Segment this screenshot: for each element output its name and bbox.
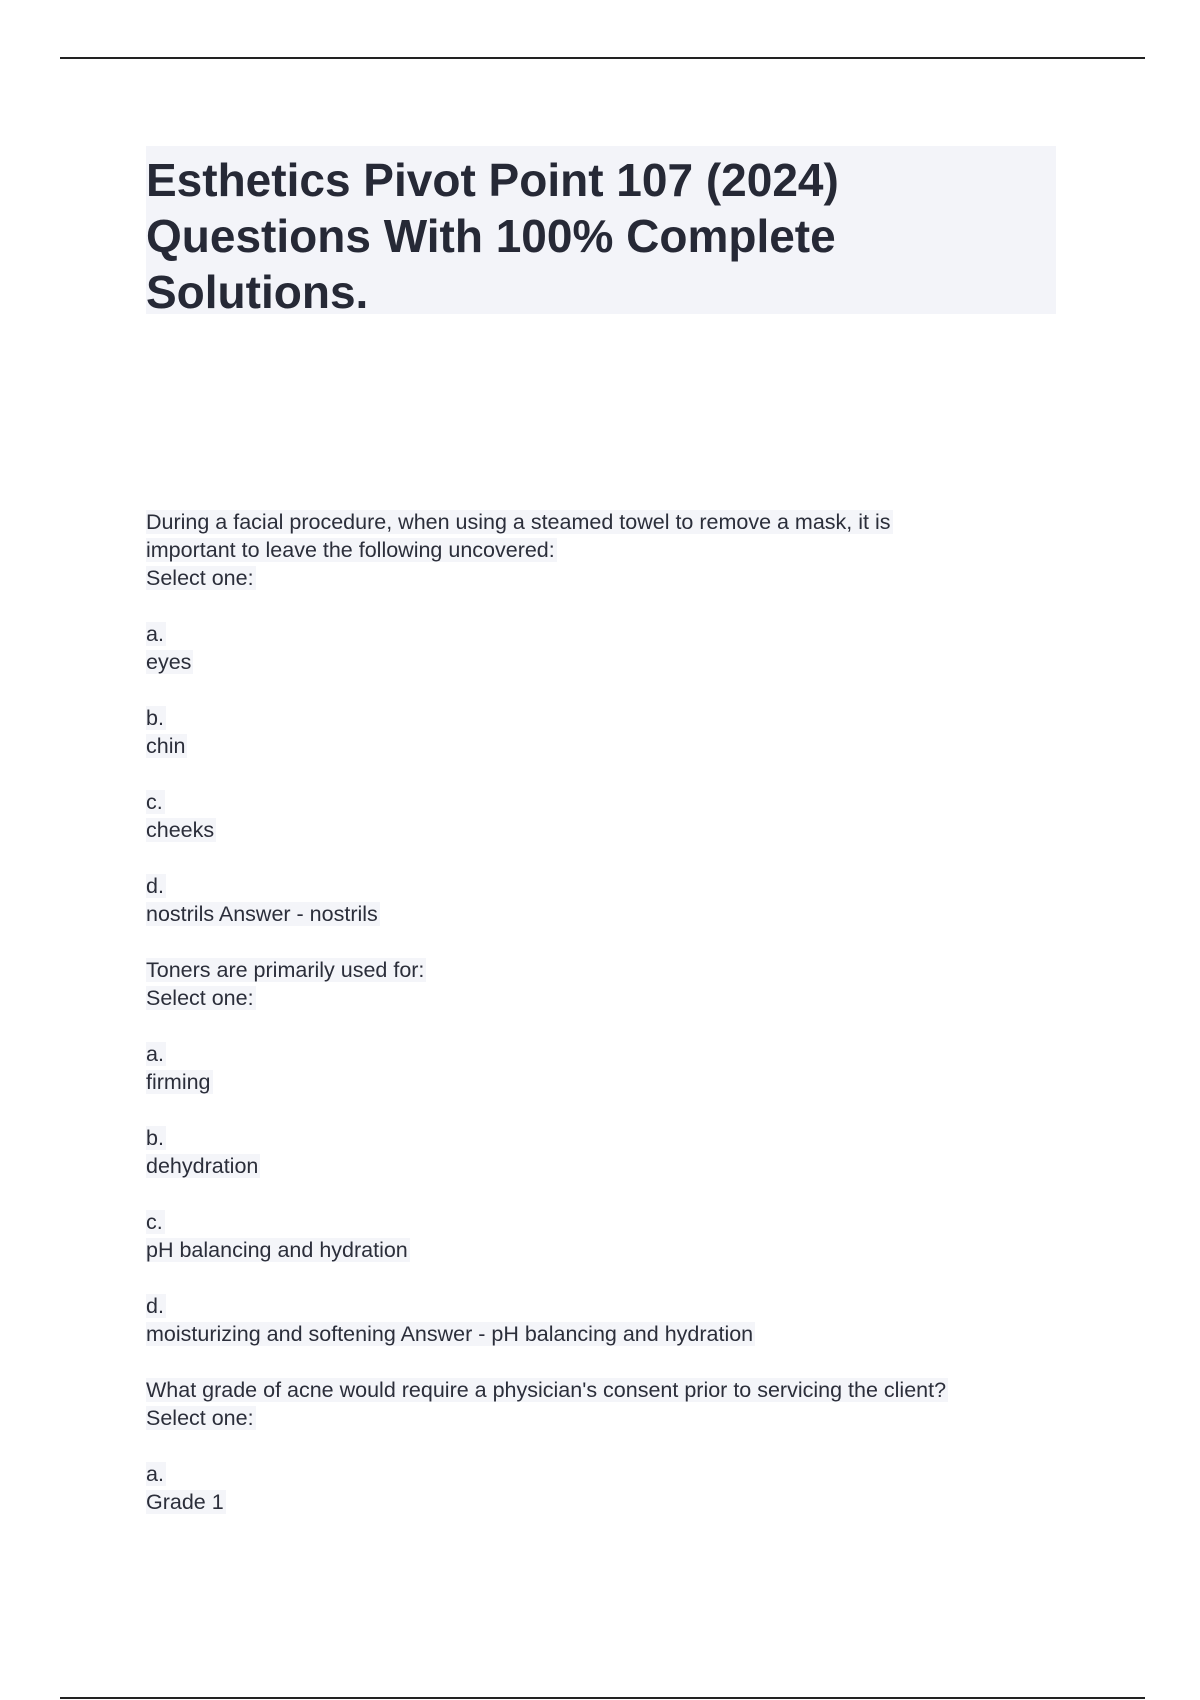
option-letter: d.: [146, 1294, 164, 1318]
option-letter: d.: [146, 874, 164, 898]
option-text: eyes: [146, 650, 192, 674]
bottom-rule: [60, 1697, 1145, 1699]
option-text: dehydration: [146, 1154, 259, 1178]
title-line: Questions With 100% Complete: [146, 210, 836, 262]
option-letter: a.: [146, 1462, 164, 1486]
title-line: Esthetics Pivot Point 107 (2024): [146, 154, 839, 206]
document-body: [146, 508, 1066, 1516]
select-prompt: Select one:: [146, 566, 254, 590]
option-letter: c.: [146, 790, 163, 814]
question-3: [146, 1376, 1066, 1516]
question-text: Toners are primarily used for:: [146, 958, 425, 982]
option-text: chin: [146, 734, 186, 758]
option-text-with-answer: nostrils Answer - nostrils: [146, 902, 378, 926]
option-letter: b.: [146, 706, 164, 730]
top-rule: [60, 57, 1145, 59]
option-letter: b.: [146, 1126, 164, 1150]
option-text: cheeks: [146, 818, 215, 842]
question-1: [146, 508, 1066, 956]
question-2: [146, 956, 1066, 1376]
select-prompt: Select one:: [146, 1406, 254, 1430]
title-block: [146, 146, 1056, 318]
title-line: Solutions.: [146, 266, 369, 318]
select-prompt: Select one:: [146, 986, 254, 1010]
option-text: pH balancing and hydration: [146, 1238, 408, 1262]
option-text: firming: [146, 1070, 211, 1094]
option-letter: c.: [146, 1210, 163, 1234]
question-text: important to leave the following uncovered:: [146, 538, 555, 562]
option-letter: a.: [146, 622, 164, 646]
option-text-with-answer: moisturizing and softening Answer - pH balancing and hydration: [146, 1322, 754, 1346]
question-text: During a facial procedure, when using a steamed towel to remove a mask, it is: [146, 510, 891, 534]
document-title: [146, 146, 1056, 320]
option-text: Grade 1: [146, 1490, 224, 1514]
question-text: What grade of acne would require a physician's consent prior to servicing the client?: [146, 1378, 947, 1402]
option-letter: a.: [146, 1042, 164, 1066]
